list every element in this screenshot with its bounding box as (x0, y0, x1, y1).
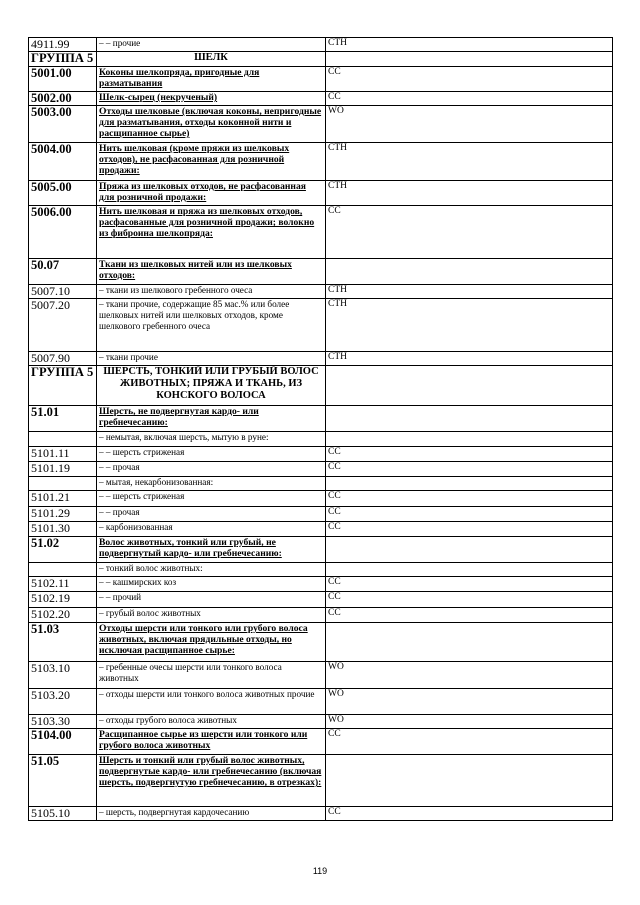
hs-code-cell: 51.01 (29, 406, 97, 432)
description-cell (97, 67, 326, 92)
description-cell: – – шерсть стриженая (97, 447, 326, 462)
table-row (29, 563, 613, 577)
origin-rule-cell: CTH (326, 352, 613, 366)
hs-code-cell: 5101.29 (29, 507, 97, 522)
description-cell: – – шерсть стриженая (97, 491, 326, 507)
origin-rule-cell (326, 259, 613, 285)
table-row (29, 807, 613, 821)
table-row (29, 715, 613, 729)
description-cell (97, 259, 326, 285)
origin-rule-cell: CC (326, 729, 613, 755)
description-heading-text: Нить шелковая (кроме пряжи из шелковых отходов), не расфасованная для розничной продажи: (99, 143, 290, 176)
origin-rule-cell: CC (326, 592, 613, 608)
hs-code-cell: 5004.00 (29, 143, 97, 181)
description-cell: – мытая, некарбонизованная: (97, 477, 326, 491)
origin-rule-cell (326, 563, 613, 577)
table-row (29, 462, 613, 477)
description-heading-text: Шерсть и тонкий или грубый волос животных, подвергнутые кардо- или гребнечесанию (включая шерсть, подвергнутую гребнечесанию, в отрезках): (99, 755, 322, 788)
description-heading-text: Нить шелковая и пряжа из шелковых отходов, расфасованные для розничной продажи; волокно из фиброина шелкопряда: (99, 206, 315, 239)
hs-code-cell: 5101.21 (29, 491, 97, 507)
hs-code-cell: 5103.30 (29, 715, 97, 729)
origin-rule-cell: CC (326, 608, 613, 623)
table-row (29, 477, 613, 491)
description-cell (97, 537, 326, 563)
description-cell: ШЕЛК (97, 52, 326, 67)
origin-rule-cell: CC (326, 447, 613, 462)
hs-code-cell: 5002.00 (29, 92, 97, 106)
hs-code-cell: ГРУППА 5 (29, 366, 97, 406)
description-cell (97, 181, 326, 206)
hs-code-cell (29, 477, 97, 491)
group-header-row (29, 52, 613, 67)
table-row (29, 143, 613, 181)
hs-code-cell: 5102.19 (29, 592, 97, 608)
table-row (29, 755, 613, 807)
origin-rule-cell: CC (326, 522, 613, 537)
hs-code-cell: 5007.20 (29, 299, 97, 352)
origin-rule-cell (326, 623, 613, 662)
description-cell: – грубый волос животных (97, 608, 326, 623)
origin-rule-cell (326, 477, 613, 491)
description-heading-text: Ткани из шелковых нитей или из шелковых отходов: (99, 259, 292, 281)
description-cell: – немытая, включая шерсть, мытую в руне: (97, 432, 326, 447)
table-row (29, 259, 613, 285)
origin-rule-cell: CTH (326, 285, 613, 299)
description-heading-text: Шелк-сырец (некрученый) (99, 92, 218, 103)
page-number: 119 (312, 866, 328, 876)
table-row (29, 38, 613, 52)
hs-code-cell: 5101.19 (29, 462, 97, 477)
tariff-table (28, 37, 613, 821)
origin-rule-cell: CTH (326, 181, 613, 206)
hs-code-cell: 5103.20 (29, 689, 97, 715)
table-row (29, 285, 613, 299)
hs-code-cell: 5101.11 (29, 447, 97, 462)
description-heading-text: Отходы шерсти или тонкого или грубого волоса животных, включая прядильные отходы, но исключая расщипанное сырье: (99, 623, 308, 656)
description-cell (97, 106, 326, 143)
table-row (29, 662, 613, 689)
hs-code-cell: 5103.10 (29, 662, 97, 689)
origin-rule-cell: CTH (326, 299, 613, 352)
hs-code-cell: 5105.10 (29, 807, 97, 821)
table-row (29, 299, 613, 352)
table-row (29, 447, 613, 462)
description-cell: – карбонизованная (97, 522, 326, 537)
hs-code-cell: 5001.00 (29, 67, 97, 92)
table-row (29, 106, 613, 143)
table-row (29, 406, 613, 432)
origin-rule-cell: CC (326, 507, 613, 522)
table-row (29, 67, 613, 92)
description-heading-text: Коконы шелкопряда, пригодные для разматывания (99, 67, 260, 89)
table-row (29, 577, 613, 592)
origin-rule-cell (326, 406, 613, 432)
hs-code-cell: 5102.20 (29, 608, 97, 623)
description-cell (97, 729, 326, 755)
origin-rule-cell: CC (326, 67, 613, 92)
description-cell: – отходы грубого волоса животных (97, 715, 326, 729)
hs-code-cell: 5101.30 (29, 522, 97, 537)
table-row (29, 608, 613, 623)
origin-rule-cell (326, 537, 613, 563)
description-cell: – – кашмирских коз (97, 577, 326, 592)
hs-code-cell: 5007.90 (29, 352, 97, 366)
origin-rule-cell (326, 432, 613, 447)
description-cell: – – прочая (97, 507, 326, 522)
table-row (29, 689, 613, 715)
description-cell (97, 755, 326, 807)
hs-code-cell: 5007.10 (29, 285, 97, 299)
hs-code-cell: 5003.00 (29, 106, 97, 143)
description-cell (97, 143, 326, 181)
origin-rule-cell: CTH (326, 38, 613, 52)
description-cell: – – прочая (97, 462, 326, 477)
description-cell (97, 206, 326, 259)
origin-rule-cell: WO (326, 662, 613, 689)
origin-rule-cell (326, 52, 613, 67)
hs-code-cell: 51.03 (29, 623, 97, 662)
table-row (29, 522, 613, 537)
hs-code-cell: ГРУППА 5 (29, 52, 97, 67)
table-row (29, 623, 613, 662)
table-row (29, 352, 613, 366)
origin-rule-cell: CC (326, 206, 613, 259)
description-cell: – отходы шерсти или тонкого волоса животных прочие (97, 689, 326, 715)
table-row (29, 92, 613, 106)
hs-code-cell (29, 432, 97, 447)
origin-rule-cell (326, 366, 613, 406)
table-row (29, 507, 613, 522)
table-row (29, 181, 613, 206)
description-cell (97, 406, 326, 432)
tariff-table-body (29, 38, 613, 821)
hs-code-cell: 4911.99 (29, 38, 97, 52)
description-cell (97, 623, 326, 662)
description-cell: – тонкий волос животных: (97, 563, 326, 577)
description-heading-text: Волос животных, тонкий или грубый, не подвергнутый кардо- или гребнечесанию: (99, 537, 282, 559)
table-row (29, 206, 613, 259)
description-cell: – – прочие (97, 38, 326, 52)
table-row (29, 537, 613, 563)
description-cell: – гребенные очесы шерсти или тонкого волоса животных (97, 662, 326, 689)
origin-rule-cell: CC (326, 462, 613, 477)
group-header-row (29, 366, 613, 406)
table-row (29, 729, 613, 755)
description-heading-text: Шерсть, не подвергнутая кардо- или гребнечесанию: (99, 406, 259, 428)
origin-rule-cell: WO (326, 715, 613, 729)
origin-rule-cell: CC (326, 577, 613, 592)
table-row (29, 432, 613, 447)
table-row (29, 491, 613, 507)
description-cell: – шерсть, подвергнутая кардочесанию (97, 807, 326, 821)
description-cell: – ткани из шелкового гребенного очеса (97, 285, 326, 299)
origin-rule-cell: WO (326, 689, 613, 715)
hs-code-cell: 5102.11 (29, 577, 97, 592)
origin-rule-cell: WO (326, 106, 613, 143)
description-heading-text: Расщипанное сырье из шерсти или тонкого или грубого волоса животных (99, 729, 308, 751)
hs-code-cell: 5104.00 (29, 729, 97, 755)
hs-code-cell: 5006.00 (29, 206, 97, 259)
description-heading-text: Пряжа из шелковых отходов, не расфасованная для розничной продажи: (99, 181, 306, 203)
description-heading-text: Отходы шелковые (включая коконы, непригодные для разматывания, отходы коконной нити и расщипанное сырье) (99, 106, 322, 139)
description-cell: – – прочий (97, 592, 326, 608)
table-row (29, 592, 613, 608)
description-cell: – ткани прочие (97, 352, 326, 366)
origin-rule-cell: CTH (326, 143, 613, 181)
hs-code-cell: 5005.00 (29, 181, 97, 206)
hs-code-cell: 50.07 (29, 259, 97, 285)
hs-code-cell (29, 563, 97, 577)
description-cell: – ткани прочие, содержащие 85 мас.% или более шелковых нитей или шелковых отходов, кроме шелкового гребенного очеса (97, 299, 326, 352)
hs-code-cell: 51.02 (29, 537, 97, 563)
origin-rule-cell: CC (326, 92, 613, 106)
description-cell: ШЕРСТЬ, ТОНКИЙ ИЛИ ГРУБЫЙ ВОЛОС ЖИВОТНЫХ; ПРЯЖА И ТКАНЬ, ИЗ КОНСКОГО ВОЛОСА (97, 366, 326, 406)
description-cell (97, 92, 326, 106)
origin-rule-cell: CC (326, 807, 613, 821)
origin-rule-cell: CC (326, 491, 613, 507)
hs-code-cell: 51.05 (29, 755, 97, 807)
origin-rule-cell (326, 755, 613, 807)
